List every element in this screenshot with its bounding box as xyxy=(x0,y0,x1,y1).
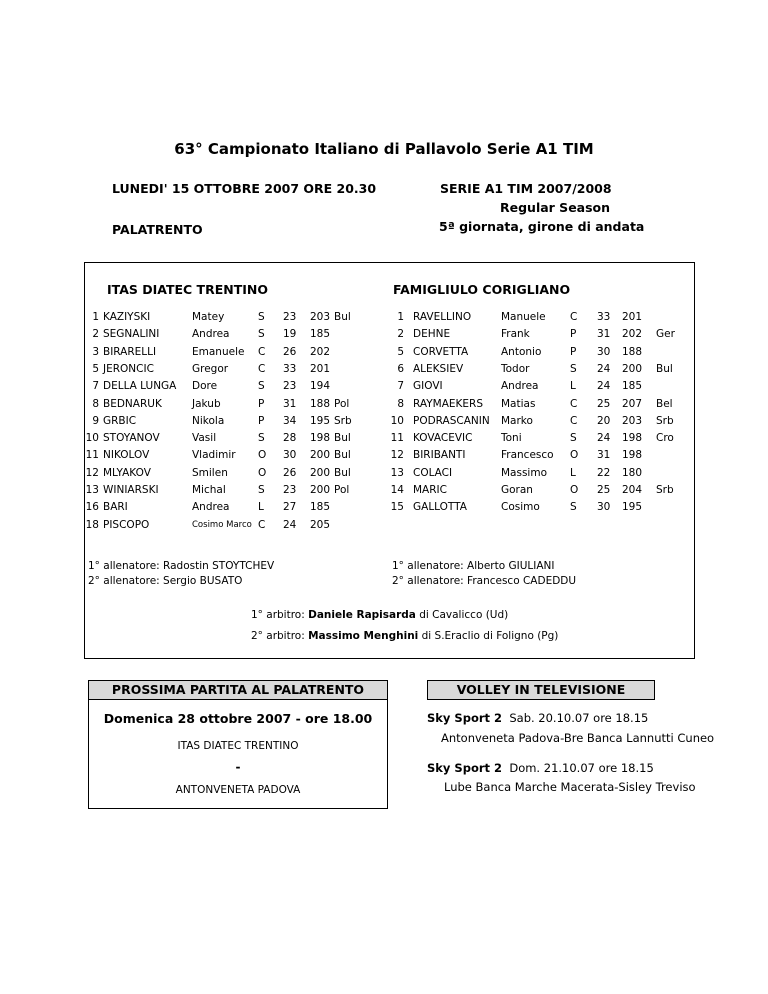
player-surname: RAYMAEKERS xyxy=(413,397,484,410)
player-height: 194 xyxy=(310,380,331,393)
player-role: O xyxy=(258,466,267,479)
player-num: 3 xyxy=(92,345,99,358)
player-height: 185 xyxy=(310,328,331,341)
player-role: S xyxy=(258,484,265,496)
player-surname: GIOVI xyxy=(413,380,443,393)
next-match-home: ITAS DIATEC TRENTINO xyxy=(177,740,299,752)
player-first: Francesco xyxy=(501,449,554,462)
player-height: 195 xyxy=(622,501,643,514)
player-num: 5 xyxy=(397,345,404,358)
player-first: Vasil xyxy=(192,432,217,445)
player-num: 12 xyxy=(390,449,404,462)
player-role: C xyxy=(258,345,266,358)
player-surname: BEDNARUK xyxy=(103,397,162,410)
player-role: S xyxy=(258,380,265,393)
player-num: 15 xyxy=(390,501,404,514)
player-role: S xyxy=(570,501,577,514)
player-role: P xyxy=(258,397,265,410)
player-age: 25 xyxy=(597,484,611,496)
tv-item-2-when: Dom. 21.10.07 ore 18.15 xyxy=(509,761,654,775)
player-nat: Bel xyxy=(656,397,673,410)
player-age: 20 xyxy=(597,414,611,427)
player-height: 203 xyxy=(310,311,331,323)
referee-1-name: Daniele Rapisarda xyxy=(308,609,416,621)
player-surname: KOVACEVIC xyxy=(413,432,473,445)
player-surname: MARIC xyxy=(413,484,447,496)
player-first: Cosimo Marco xyxy=(192,519,252,530)
player-role: C xyxy=(570,311,578,323)
player-age: 25 xyxy=(597,397,611,410)
player-height: 188 xyxy=(310,397,331,410)
player-surname: BIRIBANTI xyxy=(413,449,466,462)
player-surname: WINIARSKI xyxy=(103,484,159,496)
player-role: P xyxy=(570,328,577,341)
player-nat: Srb xyxy=(656,484,674,496)
player-height: 198 xyxy=(310,432,331,445)
referee-2-label: 2° arbitro: xyxy=(251,630,309,642)
series: SERIE A1 TIM 2007/2008 xyxy=(440,181,612,196)
player-first: Goran xyxy=(501,484,533,496)
referee-2-origin: di S.Eraclio di Foligno (Pg) xyxy=(418,630,559,642)
player-age: 19 xyxy=(283,328,297,341)
player-surname: CORVETTA xyxy=(413,345,469,358)
player-nat: Bul xyxy=(334,449,351,462)
player-height: 204 xyxy=(622,484,643,496)
player-height: 201 xyxy=(622,311,643,323)
player-first: Andrea xyxy=(501,380,539,393)
player-role: C xyxy=(258,518,266,531)
player-first: Andrea xyxy=(192,501,230,514)
tv-item-1-when: Sab. 20.10.07 ore 18.15 xyxy=(509,711,649,725)
player-nat: Ger xyxy=(656,328,675,341)
player-role: C xyxy=(570,397,578,410)
player-nat: Srb xyxy=(656,414,674,427)
round: 5ª giornata, girone di andata xyxy=(439,219,645,234)
player-height: 185 xyxy=(622,380,643,393)
tv-item-2-match: Lube Banca Marche Macerata-Sisley Treviso xyxy=(444,780,696,794)
next-match-away: ANTONVENETA PADOVA xyxy=(175,784,301,796)
match-date-time: LUNEDI' 15 OTTOBRE 2007 ORE 20.30 xyxy=(112,181,377,196)
tv-title: VOLLEY IN TELEVISIONE xyxy=(427,680,655,700)
player-role: P xyxy=(570,345,577,358)
player-role: S xyxy=(570,432,577,445)
player-age: 34 xyxy=(283,414,297,427)
away-coach-1: 1° allenatore: Alberto GIULIANI xyxy=(392,560,555,572)
player-height: 200 xyxy=(310,484,331,496)
player-surname: SEGNALINI xyxy=(103,328,160,341)
player-height: 207 xyxy=(622,397,643,410)
player-role: S xyxy=(258,328,265,341)
player-num: 7 xyxy=(92,380,99,393)
player-first: Jakub xyxy=(192,397,221,410)
player-role: O xyxy=(570,484,579,496)
player-height: 205 xyxy=(310,518,331,531)
player-height: 188 xyxy=(622,345,643,358)
player-age: 28 xyxy=(283,432,297,445)
player-num: 2 xyxy=(92,328,99,341)
player-surname: GALLOTTA xyxy=(413,501,467,514)
away-coach-2: 2° allenatore: Francesco CADEDDU xyxy=(392,575,577,587)
tv-item-1-channel: Sky Sport 2 xyxy=(427,711,503,725)
player-first: Manuele xyxy=(501,311,546,323)
player-age: 24 xyxy=(597,380,611,393)
player-num: 1 xyxy=(397,311,404,323)
player-num: 16 xyxy=(85,501,99,514)
player-surname: DELLA LUNGA xyxy=(103,380,177,393)
player-age: 31 xyxy=(283,397,297,410)
player-height: 195 xyxy=(310,414,331,427)
player-height: 200 xyxy=(622,362,643,375)
player-num: 1 xyxy=(92,311,99,323)
player-age: 23 xyxy=(283,380,297,393)
player-surname: COLACI xyxy=(413,466,453,479)
player-height: 202 xyxy=(622,328,643,341)
player-first: Nikola xyxy=(192,414,225,427)
player-surname: GRBIC xyxy=(103,414,137,427)
away-team-name: FAMIGLIULO CORIGLIANO xyxy=(393,282,571,297)
tv-item-2-channel: Sky Sport 2 xyxy=(427,761,503,775)
player-role: S xyxy=(258,311,265,323)
page-title: 63° Campionato Italiano di Pallavolo Serie A1 TIM xyxy=(174,140,594,158)
player-role: C xyxy=(258,362,266,375)
player-age: 23 xyxy=(283,311,297,323)
player-num: 8 xyxy=(397,397,404,410)
player-age: 24 xyxy=(283,518,297,531)
player-role: L xyxy=(258,501,264,514)
player-num: 8 xyxy=(92,397,99,410)
player-age: 30 xyxy=(597,345,611,358)
player-first: Todor xyxy=(501,362,530,375)
player-num: 11 xyxy=(85,449,99,462)
tv-item-1-match: Antonveneta Padova-Bre Banca Lannutti Cuneo xyxy=(441,731,715,745)
player-height: 203 xyxy=(622,414,643,427)
tv-item-2 xyxy=(427,761,654,775)
player-num: 18 xyxy=(85,518,99,531)
player-surname: STOYANOV xyxy=(103,432,160,445)
player-height: 200 xyxy=(310,466,331,479)
player-num: 11 xyxy=(390,432,404,445)
player-first: Gregor xyxy=(192,362,229,375)
player-surname: DEHNE xyxy=(413,328,451,341)
player-surname: ALEKSIEV xyxy=(413,362,464,375)
player-first: Andrea xyxy=(192,328,230,341)
next-match-date: Domenica 28 ottobre 2007 - ore 18.00 xyxy=(103,711,373,726)
player-num: 13 xyxy=(85,484,99,496)
player-first: Michal xyxy=(192,484,226,496)
player-height: 200 xyxy=(310,449,331,462)
player-height: 202 xyxy=(310,345,331,358)
home-coach-2: 2° allenatore: Sergio BUSATO xyxy=(88,575,243,587)
player-num: 7 xyxy=(397,380,404,393)
player-age: 22 xyxy=(597,466,611,479)
referee-2 xyxy=(251,630,558,642)
player-surname: PISCOPO xyxy=(103,518,150,531)
player-num: 13 xyxy=(390,466,404,479)
player-first: Massimo xyxy=(501,466,548,479)
player-age: 30 xyxy=(283,449,297,462)
player-height: 180 xyxy=(622,466,643,479)
player-role: P xyxy=(258,414,265,427)
player-num: 5 xyxy=(92,362,99,375)
player-nat: Bul xyxy=(334,311,351,323)
player-surname: KAZIYSKI xyxy=(103,311,151,323)
player-age: 24 xyxy=(597,432,611,445)
player-age: 27 xyxy=(283,501,297,514)
player-age: 30 xyxy=(597,501,611,514)
player-surname: MLYAKOV xyxy=(103,466,151,479)
player-first: Emanuele xyxy=(192,345,245,358)
player-first: Dore xyxy=(192,380,218,393)
player-age: 31 xyxy=(597,449,611,462)
referee-2-name: Massimo Menghini xyxy=(308,630,419,642)
player-height: 198 xyxy=(622,449,643,462)
player-age: 24 xyxy=(597,362,611,375)
player-role: O xyxy=(258,449,267,462)
player-age: 33 xyxy=(283,362,297,375)
player-first: Frank xyxy=(501,328,530,341)
player-first: Matias xyxy=(501,397,536,410)
player-num: 10 xyxy=(85,432,99,445)
referee-1 xyxy=(251,609,508,621)
next-match-separator: - xyxy=(235,760,241,774)
player-height: 201 xyxy=(310,362,331,375)
player-num: 14 xyxy=(390,484,404,496)
referee-1-origin: di Cavalicco (Ud) xyxy=(415,609,509,621)
player-surname: RAVELLINO xyxy=(413,311,472,323)
player-first: Matey xyxy=(192,311,225,323)
next-match-title: PROSSIMA PARTITA AL PALATRENTO xyxy=(88,680,388,700)
player-role: S xyxy=(258,432,265,445)
player-first: Cosimo xyxy=(501,501,540,514)
venue: PALATRENTO xyxy=(112,222,203,237)
player-num: 12 xyxy=(85,466,99,479)
player-surname: BARI xyxy=(103,501,128,514)
player-height: 185 xyxy=(310,501,331,514)
player-nat: Bul xyxy=(656,362,673,375)
player-age: 23 xyxy=(283,484,297,496)
player-num: 6 xyxy=(397,362,404,375)
player-surname: PODRASCANIN xyxy=(413,414,490,427)
player-role: C xyxy=(570,414,578,427)
player-first: Antonio xyxy=(501,345,542,358)
player-role: O xyxy=(570,449,579,462)
player-height: 198 xyxy=(622,432,643,445)
player-role: L xyxy=(570,380,576,393)
player-age: 33 xyxy=(597,311,611,323)
player-nat: Pol xyxy=(334,484,350,496)
player-first: Vladimir xyxy=(192,449,236,462)
player-first: Toni xyxy=(501,432,522,445)
referee-1-label: 1° arbitro: xyxy=(251,609,309,621)
player-num: 9 xyxy=(92,414,99,427)
player-nat: Srb xyxy=(334,414,352,427)
player-first: Marko xyxy=(501,414,533,427)
player-age: 26 xyxy=(283,345,297,358)
player-role: L xyxy=(570,466,576,479)
player-nat: Bul xyxy=(334,466,351,479)
player-age: 26 xyxy=(283,466,297,479)
tv-item-1 xyxy=(427,711,648,725)
player-first: Smilen xyxy=(192,466,228,479)
player-nat: Bul xyxy=(334,432,351,445)
player-age: 31 xyxy=(597,328,611,341)
home-team-name: ITAS DIATEC TRENTINO xyxy=(107,282,268,297)
home-coach-1: 1° allenatore: Radostin STOYTCHEV xyxy=(88,560,275,572)
player-nat: Cro xyxy=(656,432,674,445)
player-num: 10 xyxy=(390,414,404,427)
player-surname: JERONCIC xyxy=(103,362,154,375)
player-role: S xyxy=(570,362,577,375)
player-surname: NIKOLOV xyxy=(103,449,150,462)
player-num: 2 xyxy=(397,328,404,341)
player-surname: BIRARELLI xyxy=(103,345,157,358)
player-nat: Pol xyxy=(334,397,350,410)
phase: Regular Season xyxy=(500,200,611,215)
